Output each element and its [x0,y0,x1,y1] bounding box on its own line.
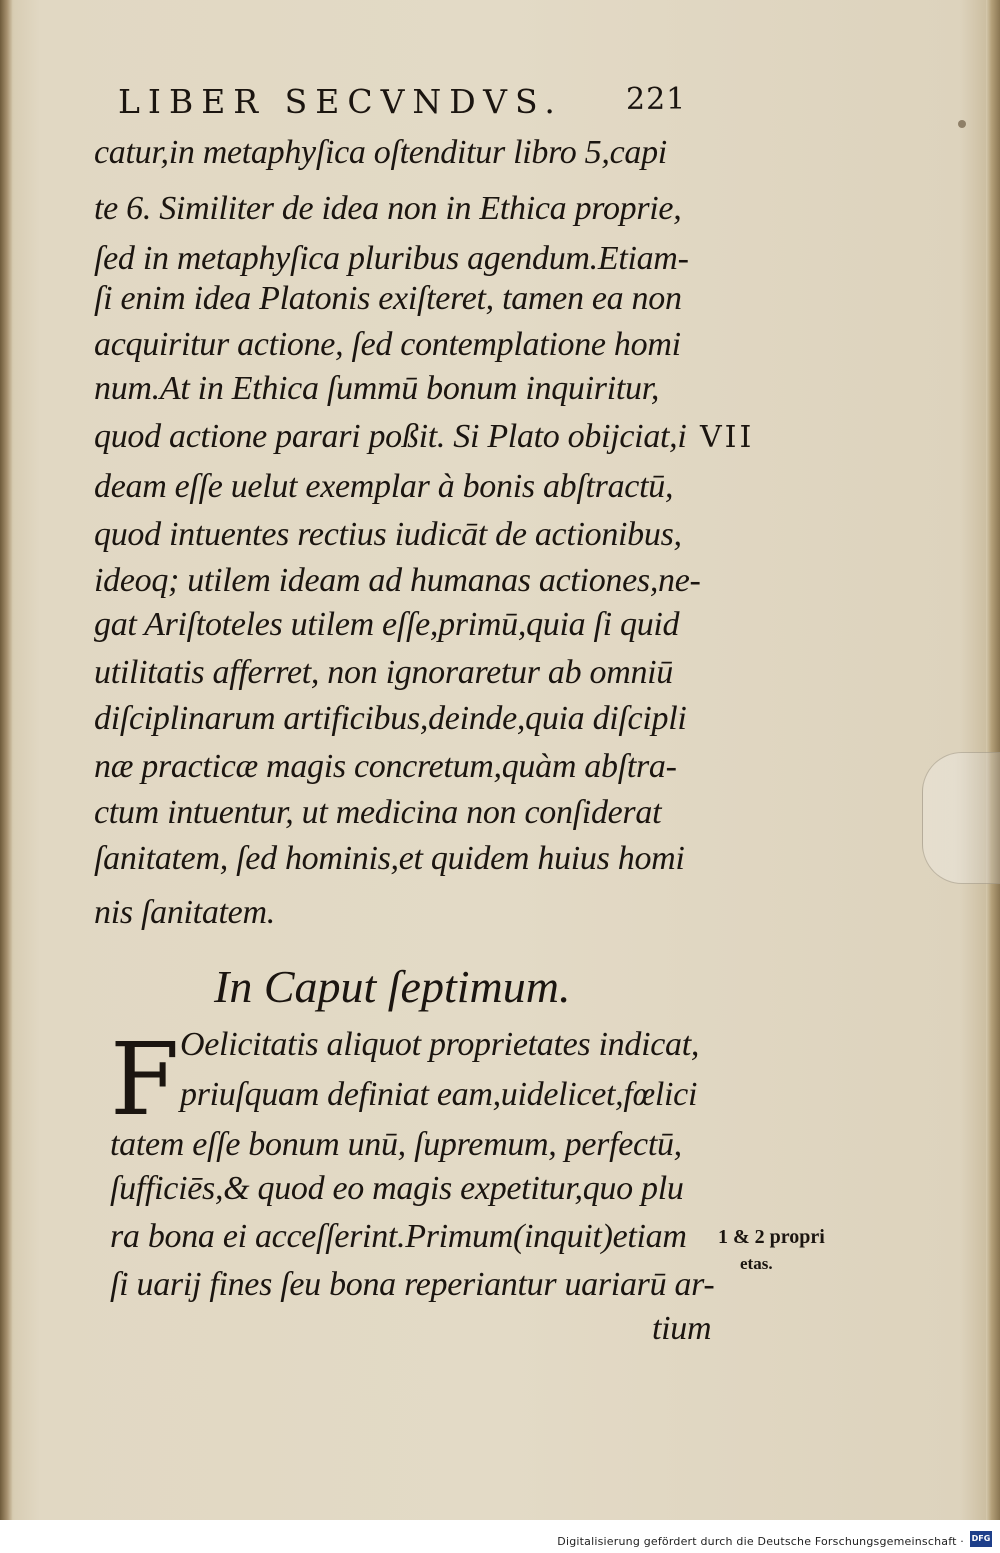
drop-cap: F [110,1021,180,1138]
text-line: acquiritur actione, ſed contemplatione homi [94,326,681,363]
text-line: catur,in metaphyſica oſtenditur libro 5,capi [94,134,667,171]
text-line: priuſquam definiat eam,uidelicet,fœlici [180,1076,698,1113]
text-line: Oelicitatis aliquot proprietates indicat, [180,1026,700,1063]
text-line: ra bona ei acceſſerint.Primum(inquit)etiam [110,1218,687,1255]
margin-note-propri-line2: etas. [740,1254,773,1273]
catchword: tium [652,1310,712,1347]
text-line: tatem eſſe bonum unū, ſupremum, perfectū, [110,1126,682,1163]
text-line: deam eſſe uelut exemplar à bonis abſtractū, [94,468,674,505]
text-line: ſi enim idea Platonis exiſteret, tamen ea non [94,280,682,317]
section-heading: In Caput ſeptimum. [214,961,571,1012]
margin-note-propri-line1: 1 & 2 propri [718,1226,825,1248]
text-line: diſciplinarum artificibus,deinde,quia diſcipli [94,700,687,737]
text-line: quod actione parari poßit. Si Plato obijciat,i [94,418,687,455]
text-line: te 6. Similiter de idea non in Ethica proprie, [94,190,682,227]
page-hole [958,120,966,128]
text-line: ſi uarij fines ſeu bona reperiantur uariarū ar- [110,1266,715,1303]
dfg-logo[interactable]: DFG [970,1531,992,1547]
running-head: LIBER SECVNDVS. [118,82,563,121]
footer-credit: Digitalisierung gefördert durch die Deutsche Forschungsgemeinschaft · [557,1535,964,1548]
text-line: ideoq; utilem ideam ad humanas actiones,ne- [94,562,701,599]
text-line: num.At in Ethica ſummū bonum inquiritur, [94,370,660,407]
text-line: ctum intuentur, ut medicina non conſiderat [94,794,662,831]
text-line: ſanitatem, ſed hominis,et quidem huius homi [94,840,685,877]
binding-edge-left [0,0,12,1520]
page-clip [922,752,1000,884]
text-line: næ practicæ magis concretum,quàm abſtra- [94,748,677,785]
page-number: 221 [626,82,687,117]
text-line: ſufficiēs,& quod eo magis expetitur,quo plu [110,1170,684,1207]
text-line: quod intuentes rectius iudicāt de actionibus, [94,516,682,553]
text-line: nis ſanitatem. [94,894,275,931]
text-line: gat Ariſtoteles utilem eſſe,primū,quia ſi quid [94,606,680,643]
text-line: utilitatis afferret, non ignoraretur ab omniū [94,654,673,691]
text-line: ſed in metaphyſica pluribus agendum.Etiam- [94,240,689,277]
margin-note-vii: VII [700,420,755,455]
